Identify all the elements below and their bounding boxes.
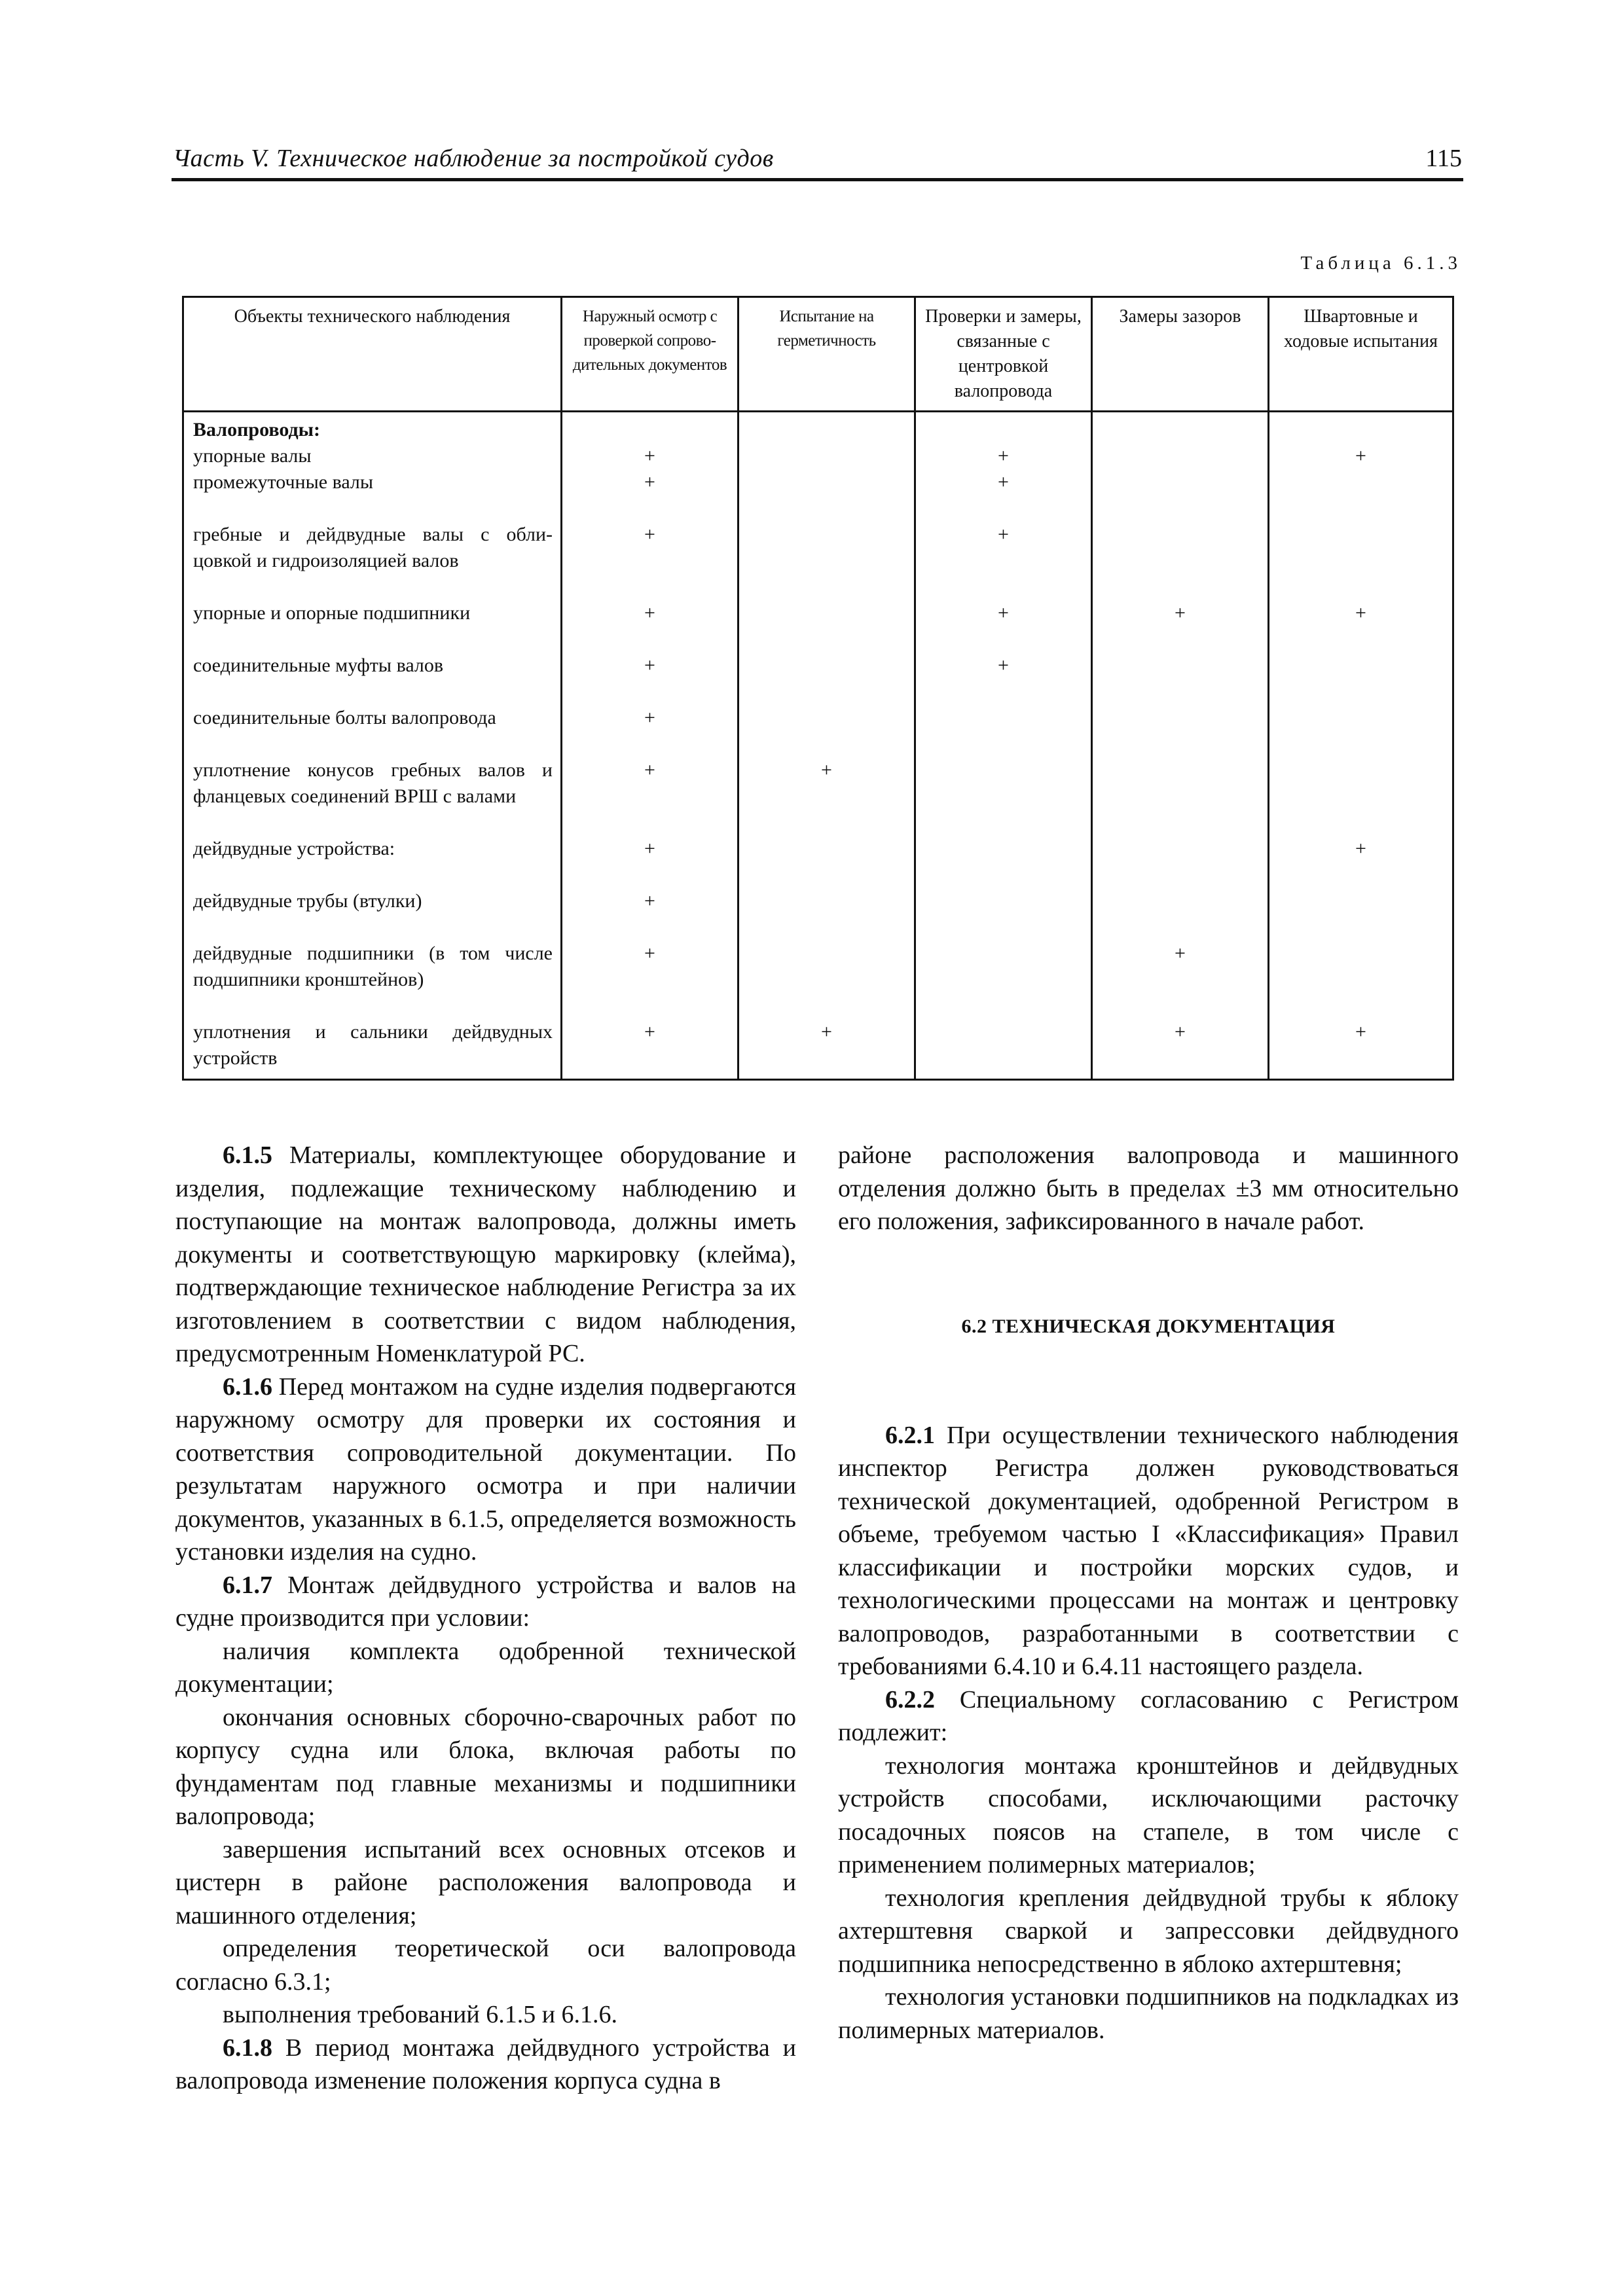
- check-mark: +: [1175, 602, 1186, 624]
- check-mark: [1269, 889, 1452, 915]
- check-mark: [1269, 941, 1452, 967]
- check-mark: +: [998, 602, 1009, 624]
- paragraph: [838, 1981, 1459, 2047]
- paragraph-text: окончания основных сборочно-сварочных работ по корпусу судна или блока, включая работы по фундаментам под главные механизмы и подшипники валопровода;: [175, 1703, 796, 1830]
- check-mark: +: [644, 942, 655, 964]
- check-mark: [916, 1020, 1091, 1046]
- marks-column: [739, 412, 915, 1080]
- object-name: упорные и опорные подшипники: [193, 602, 471, 624]
- check-mark: +: [821, 1021, 832, 1043]
- check-mark: +: [998, 524, 1009, 545]
- check-mark: [739, 941, 914, 967]
- section-heading: 6.2 ТЕХНИЧЕСКАЯ ДОКУМЕНТАЦИЯ: [961, 1315, 1336, 1337]
- table-caption: Таблица 6.1.3: [1300, 253, 1461, 274]
- check-mark: [916, 706, 1091, 732]
- object-name: упорные валы: [193, 445, 312, 467]
- check-mark: +: [644, 471, 655, 493]
- object-name: цовкой и гидроизоляцией валов: [193, 550, 459, 571]
- paragraph-text: технология крепления дейдвудной трубы к яблоку ахтерштевня сваркой и запрессовки дейдвудного подшипника непосредственно в яблоко ахтерштевня;: [838, 1884, 1459, 1978]
- paragraph-text: завершения испытаний всех основных отсеков и цистерн в районе расположения валопровода и машинного отделения;: [175, 1835, 796, 1929]
- clause-number: 6.2.2: [885, 1685, 935, 1713]
- check-mark: [1093, 889, 1267, 915]
- column-header: Наружный осмотр с проверкой сопрово-дительных документов: [562, 297, 739, 412]
- check-mark: +: [644, 759, 655, 781]
- paragraph-text: Специальному согласованию с Регистром подлежит:: [838, 1685, 1459, 1746]
- check-mark: [1269, 522, 1452, 548]
- column-header: Объекты технического наблюдения: [183, 297, 562, 412]
- object-name: соединительные муфты валов: [193, 655, 444, 676]
- check-mark: [739, 836, 914, 863]
- right-paragraphs: [838, 1419, 1459, 2047]
- running-title: Часть V. Техническое наблюдение за постройкой судов: [173, 145, 774, 172]
- check-mark: [739, 653, 914, 679]
- check-mark: [739, 889, 914, 915]
- check-mark: +: [1355, 445, 1366, 467]
- paragraph-text: выполнения требований 6.1.5 и 6.1.6.: [223, 2001, 618, 2028]
- object-name: уплотнения и сальники дейдвудных: [193, 1021, 553, 1043]
- check-mark: [1269, 653, 1452, 679]
- objects-column: [183, 412, 562, 1080]
- check-mark: [916, 941, 1091, 967]
- check-mark: [1269, 470, 1452, 496]
- check-mark: +: [1355, 1021, 1366, 1043]
- paragraph: [175, 1569, 796, 1635]
- paragraph: [175, 1139, 796, 1371]
- check-mark: [1269, 758, 1452, 784]
- paragraph: [838, 1419, 1459, 1683]
- check-mark: +: [644, 602, 655, 624]
- object-name: дейдвудные устройства:: [193, 838, 395, 859]
- check-mark: +: [644, 445, 655, 467]
- marks-column: [915, 412, 1092, 1080]
- marks-column: [1269, 412, 1453, 1080]
- object-name: дейдвудные трубы (втулки): [193, 890, 422, 912]
- check-mark: [739, 522, 914, 548]
- check-mark: [1093, 706, 1267, 732]
- object-name: фланцевых соединений ВРШ с валами: [193, 785, 517, 807]
- check-mark: +: [998, 471, 1009, 493]
- left-text-column: [175, 1139, 796, 2098]
- clause-number: 6.1.6: [223, 1372, 272, 1401]
- object-name: промежуточные валы: [193, 471, 374, 493]
- check-mark: [739, 470, 914, 496]
- check-mark: +: [1175, 942, 1186, 964]
- paragraph: [838, 1683, 1459, 1749]
- right-text-column: [838, 1139, 1459, 2047]
- paragraph-text: наличия комплекта одобренной технической документации;: [175, 1637, 796, 1698]
- check-mark: +: [644, 524, 655, 545]
- check-mark: [739, 601, 914, 627]
- object-name: уплотнение конусов гребных валов и: [193, 759, 553, 781]
- check-mark: [1269, 706, 1452, 732]
- clause-number: 6.1.7: [223, 1571, 272, 1599]
- check-mark: +: [644, 838, 655, 859]
- check-mark: +: [644, 655, 655, 676]
- column-header: Испытание на герметичность: [739, 297, 915, 412]
- object-name: соединительные болты валопровода: [193, 707, 496, 728]
- marks-column: [1092, 412, 1269, 1080]
- paragraph: [175, 1635, 796, 1701]
- check-mark: +: [998, 445, 1009, 467]
- paragraph-text: При осуществлении технического наблюдения инспектор Регистра должен руководствоваться технической документацией, одобренной Регистром в объеме, требуемом частью I «Классификация» Правил классификации и постройки морских судов, и технологическими процессами на монтаж и центровку валопроводов, разработанными в соответствии с требованиями 6.4.10 и 6.4.11 настоящего раздела.: [838, 1421, 1459, 1680]
- check-mark: [916, 836, 1091, 863]
- check-mark: [739, 444, 914, 470]
- table-header-row: [183, 297, 1453, 412]
- inspection-table: [182, 296, 1454, 1081]
- paragraph: [175, 1371, 796, 1569]
- paragraph: [175, 1932, 796, 1998]
- paragraph: [175, 1701, 796, 1833]
- paragraph-text: Монтаж дейдвудного устройства и валов на судне производится при условии:: [175, 1571, 796, 1632]
- paragraph-text: Материалы, комплектующее оборудование и изделия, подлежащие техническому наблюдению и поступающие на монтаж валопровода, должны иметь документы и соответствующую маркировку (клейма), подтверждающие техническое наблюдение Регистра за их изготовлением в соответствии с видом наблюдения, предусмотренным Номенклатурой РС.: [175, 1141, 796, 1367]
- paragraph: [175, 1998, 796, 2032]
- check-mark: [1093, 444, 1267, 470]
- object-name: подшипники кронштейнов): [193, 969, 424, 990]
- check-mark: +: [1355, 602, 1366, 624]
- column-header: Замеры зазоров: [1092, 297, 1269, 412]
- clause-number: 6.1.8: [223, 2034, 272, 2062]
- paragraph-text: определения теоретической оси валопровода согласно 6.3.1;: [175, 1935, 796, 1996]
- check-mark: +: [821, 759, 832, 781]
- check-mark: [1093, 653, 1267, 679]
- page-number: 115: [1425, 145, 1462, 172]
- continued-paragraph: районе расположения валопровода и машинного отделения должно быть в пределах ±3 мм относительно его положения, зафиксированного в начале работ.: [838, 1141, 1459, 1235]
- paragraph: [175, 1833, 796, 1933]
- paragraph: [175, 2032, 796, 2098]
- column-header: Швартовные и ходовые испытания: [1269, 297, 1453, 412]
- check-mark: +: [644, 1021, 655, 1043]
- group-heading: Валопроводы:: [193, 419, 321, 440]
- check-mark: [1093, 836, 1267, 863]
- check-mark: [1093, 522, 1267, 548]
- check-mark: +: [644, 707, 655, 728]
- column-header: Проверки и замеры, связанные с центровкой валопровода: [915, 297, 1092, 412]
- table-body-row: [183, 412, 1453, 1080]
- object-name: гребные и дейдвудные валы с обли-: [193, 524, 553, 545]
- check-mark: +: [998, 655, 1009, 676]
- paragraph-text: технология установки подшипников на подкладках из полимерных материалов.: [838, 1983, 1459, 2044]
- paragraph: [838, 1882, 1459, 1981]
- object-name: дейдвудные подшипники (в том числе: [193, 942, 553, 964]
- paragraph: [838, 1749, 1459, 1882]
- object-name: устройств: [193, 1047, 278, 1069]
- running-header: [172, 141, 1463, 181]
- paragraph-text: В период монтажа дейдвудного устройства и валопровода изменение положения корпуса судна в: [175, 2034, 796, 2094]
- check-mark: [1093, 470, 1267, 496]
- check-mark: [916, 889, 1091, 915]
- paragraph-text: технология монтажа кронштейнов и дейдвудных устройств способами, исключающими расточку посадочных поясов на стапеле, в том числе с применением полимерных материалов;: [838, 1751, 1459, 1878]
- paragraph-text: Перед монтажом на судне изделия подвергаются наружному осмотру для проверки их состояния и соответствия сопроводительной документации. По результатам наружного осмотра и при наличии документов, указанных в 6.1.5, определяется возможность установки изделия на судно.: [175, 1372, 796, 1566]
- check-mark: [916, 758, 1091, 784]
- check-mark: +: [1175, 1021, 1186, 1043]
- check-mark: +: [644, 890, 655, 912]
- check-mark: [1093, 758, 1267, 784]
- check-mark: +: [1355, 838, 1366, 859]
- marks-column: [562, 412, 739, 1080]
- clause-number: 6.2.1: [885, 1421, 935, 1449]
- check-mark: [739, 706, 914, 732]
- clause-number: 6.1.5: [223, 1141, 272, 1169]
